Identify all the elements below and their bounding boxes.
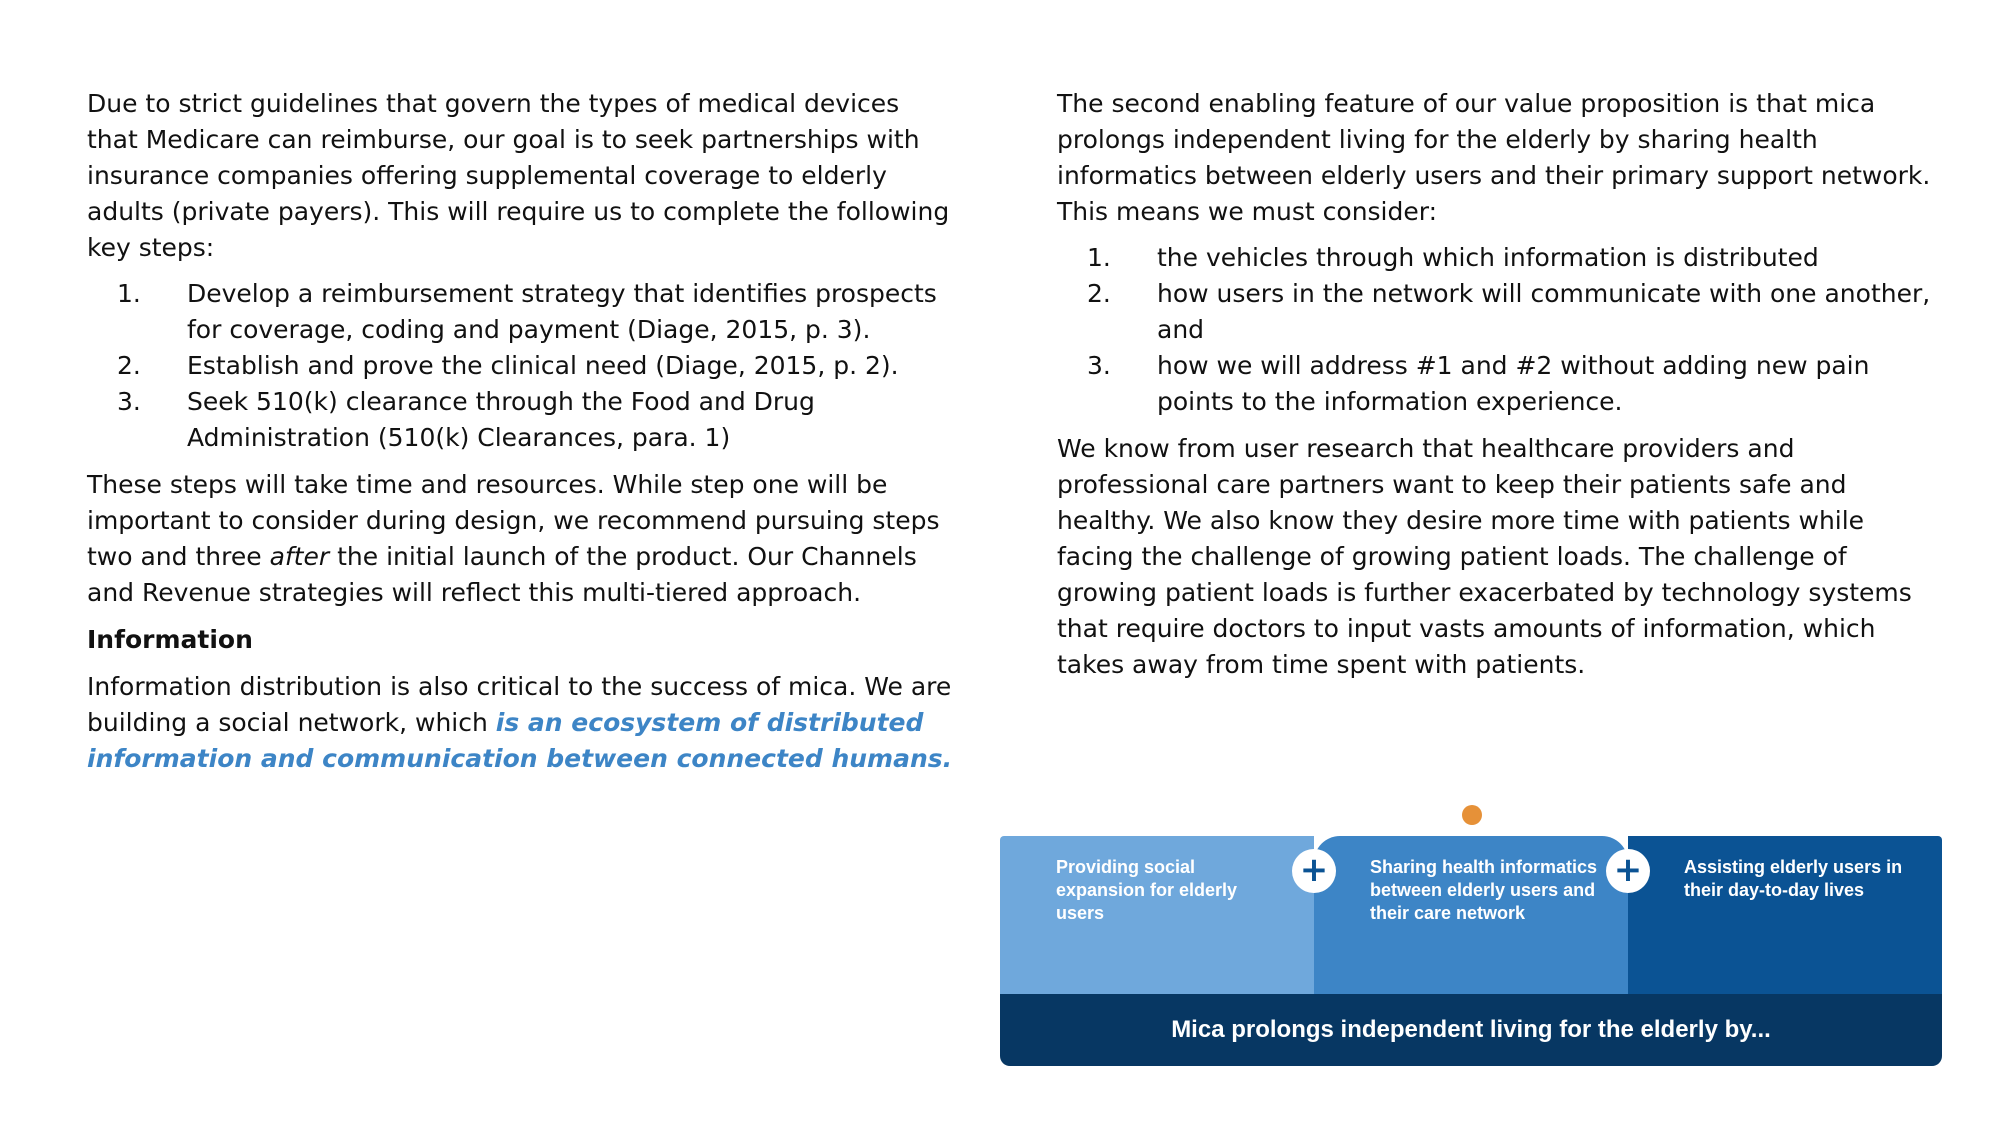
- considerations-list: [1057, 240, 1947, 420]
- intro-paragraph: Due to strict guidelines that govern the types of medical devices that Medicare can reimburse, our goal is to seek partnerships with insurance companies offering supplemental coverage to elderly adults (private payers). This will require us to complete the following key steps:: [87, 89, 950, 262]
- list-item: [87, 348, 957, 384]
- list-text: Seek 510(k) clearance through the Food and Drug Administration (510(k) Clearances, para. 1): [187, 387, 815, 452]
- orange-dot-marker: [1462, 805, 1482, 825]
- segment-assisting-elderly: [1628, 836, 1942, 996]
- list-text: how users in the network will communicate with one another, and: [1157, 279, 1931, 344]
- highlighted-quote: is an ecosystem of distributed information and communication between connected humans.: [87, 708, 953, 773]
- list-item: [1057, 240, 1947, 276]
- emphasis-after: after: [269, 542, 330, 571]
- list-number: 1.: [1087, 243, 1111, 272]
- list-item: [1057, 276, 1947, 348]
- list-number: 3.: [117, 387, 141, 416]
- list-number: 1.: [117, 279, 141, 308]
- key-steps-list: [87, 276, 957, 456]
- segment-label: Providing social expansion for elderly users: [1056, 857, 1238, 923]
- list-text: Develop a reimbursement strategy that identifies prospects for coverage, coding and payment (Diage, 2015, p. 3).: [187, 279, 937, 344]
- list-number: 2.: [1087, 279, 1111, 308]
- plus-icon: +: [1606, 849, 1650, 893]
- segment-social-expansion: [1000, 836, 1314, 996]
- list-item: [87, 384, 957, 456]
- left-column: [87, 86, 957, 777]
- segment-label: Assisting elderly users in their day-to-day lives: [1684, 857, 1903, 900]
- list-number: 3.: [1087, 351, 1111, 380]
- list-text: the vehicles through which information is distributed: [1157, 243, 1819, 272]
- information-paragraph: Information distribution is also critical to the success of mica. We are building a social network, which is an ecosystem of distributed information and communication between connected humans.: [87, 672, 953, 773]
- right-column: [1057, 86, 1947, 683]
- diagram-caption: Mica prolongs independent living for the elderly by...: [1171, 1016, 1771, 1043]
- list-item: [1057, 348, 1947, 420]
- segment-label: Sharing health informatics between elderly users and their care network: [1370, 857, 1598, 923]
- value-proposition-paragraph: The second enabling feature of our value proposition is that mica prolongs independent living for the elderly by sharing health informatics between elderly users and their primary support network. This means we must consider:: [1057, 89, 1931, 226]
- diagram-caption-bar: [1000, 994, 1942, 1066]
- list-text: Establish and prove the clinical need (Diage, 2015, p. 2).: [187, 351, 899, 380]
- plus-icon: +: [1292, 849, 1336, 893]
- list-text: how we will address #1 and #2 without adding new pain points to the information experience.: [1157, 351, 1870, 416]
- value-proposition-diagram: [1000, 797, 1942, 1071]
- steps-paragraph: These steps will take time and resources. While step one will be important to consider during design, we recommend pursuing steps two and three after the initial launch of the product. Our Channels and Revenue strategies will reflect this multi-tiered approach.: [87, 470, 940, 607]
- list-item: [87, 276, 957, 348]
- segment-sharing-informatics: [1314, 836, 1628, 996]
- list-number: 2.: [117, 351, 141, 380]
- information-heading: Information: [87, 625, 253, 654]
- user-research-paragraph: We know from user research that healthcare providers and professional care partners want to keep their patients safe and healthy. We also know they desire more time with patients while facing the challenge of growing patient loads. The challenge of growing patient loads is further exacerbated by technology systems that require doctors to input vasts amounts of information, which takes away from time spent with patients.: [1057, 434, 1912, 679]
